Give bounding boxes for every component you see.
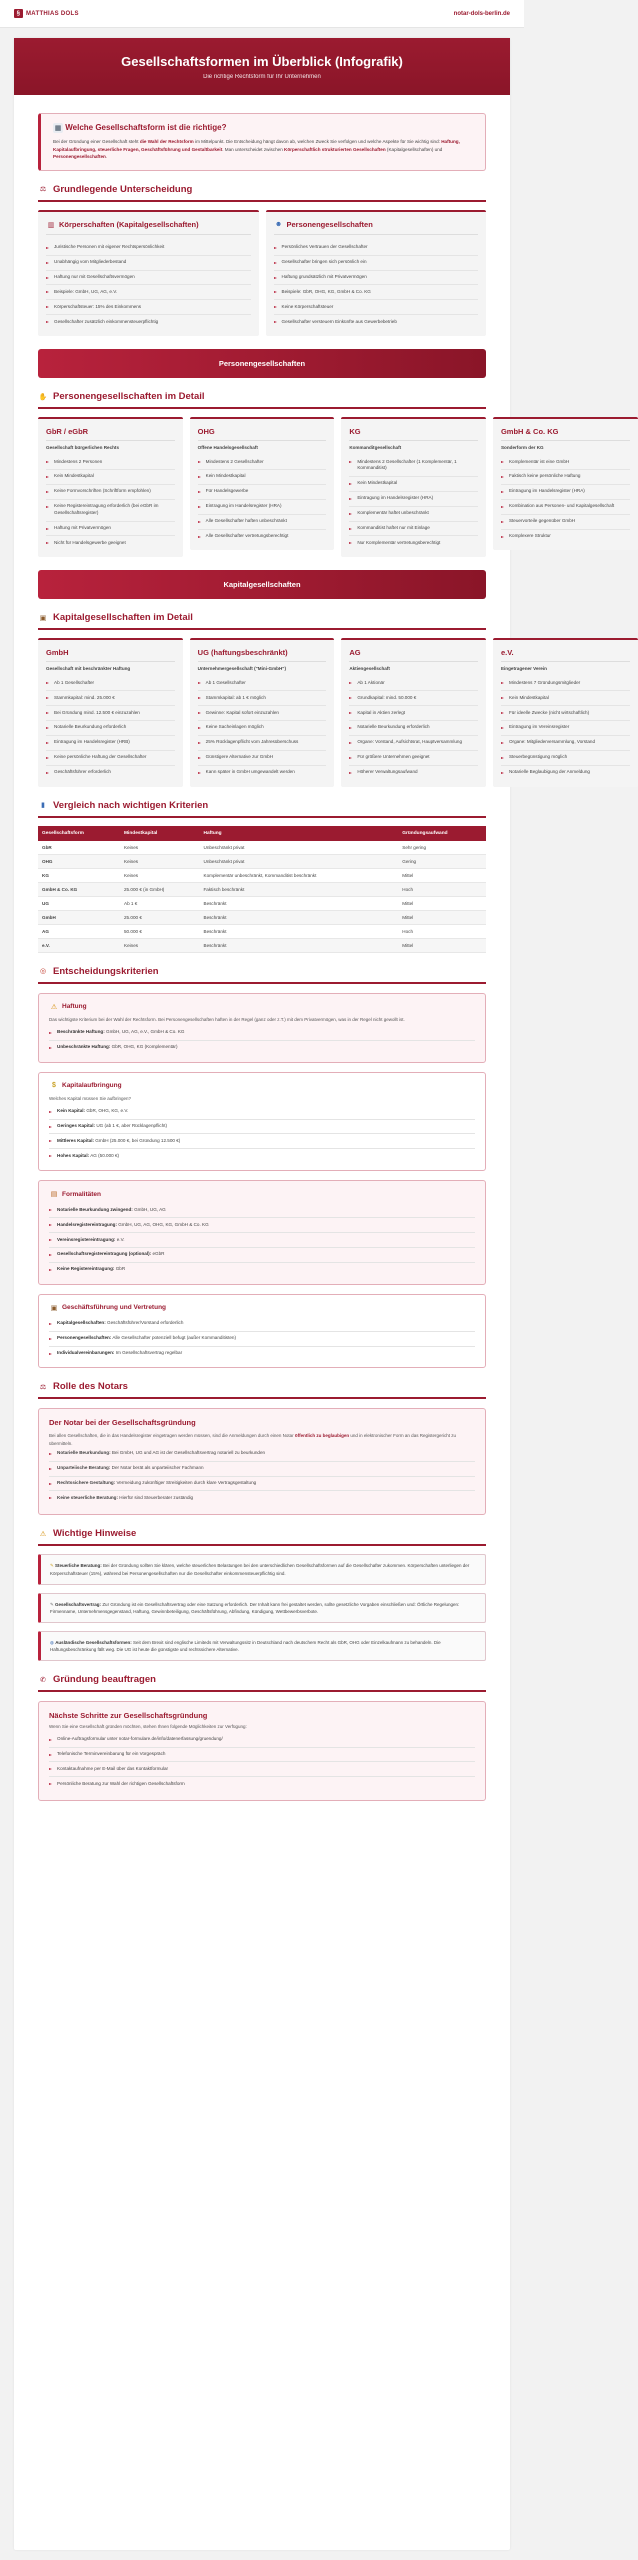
table-header-row xyxy=(38,826,486,841)
logo-text: MATTHIAS DOLS xyxy=(26,10,79,17)
criteria-blocks xyxy=(38,993,486,1369)
list-item: Mindestens 2 Gesellschafter xyxy=(198,455,327,470)
comparison-table xyxy=(38,826,486,953)
list-item xyxy=(49,1347,475,1361)
criteria-block xyxy=(38,1072,486,1172)
list-item xyxy=(49,1233,475,1248)
logo-icon: § xyxy=(14,9,23,18)
page-title: Gesellschaftsformen im Überblick (Infografik) xyxy=(121,54,403,69)
list-item xyxy=(49,1105,475,1120)
page-subtitle: Die richtige Rechtsform für Ihr Unternehmen xyxy=(203,74,321,80)
section-title-kapital: ▣ Kapitalgesellschaften im Detail xyxy=(38,612,486,630)
list-item: Organe: Vorstand, Aufsichtsrat, Hauptversammlung xyxy=(349,736,478,751)
table-cell: KG xyxy=(38,868,120,882)
list-item: Kein Mindestkapital xyxy=(46,470,175,485)
intro-box xyxy=(38,113,486,171)
list-item: Haftung grundsätzlich mit Privatvermögen xyxy=(274,271,479,286)
form-card xyxy=(341,417,486,557)
table-cell: Mittel xyxy=(398,868,486,882)
table-cell: Hoch xyxy=(398,924,486,938)
item-label: Mittleres Kapital: xyxy=(57,1137,95,1143)
criteria-intro: Welches Kapital müssen Sie aufbringen? xyxy=(49,1095,131,1101)
card-title: AG xyxy=(349,648,478,662)
card-title: UG (haftungsbeschränkt) xyxy=(198,648,327,662)
item-text: Vermeidung zukünftiger Streitigkeiten durch klare Vertragsgestaltung xyxy=(115,1480,257,1486)
card-koerperschaften: ▥ Körperschaften (Kapitalgesellschaften) Juristische Personen mit eigener Rechtspersönlichkeit Unabhängig vom Mitgliederbestand Haftung nur mit Gesellschaftsvermögen Beispiele: GmbH, UG, AG, e.V. Körperschaftsteuer: 15% des Einkommens Gesellschafter zusätzlich einkommensteuerpflichtig xyxy=(38,210,259,336)
list-item xyxy=(49,1447,475,1462)
basics-cards xyxy=(38,210,486,336)
list-item: Bei Gründung mind. 12.500 € einzuzahlen xyxy=(46,706,175,721)
card-list xyxy=(198,676,327,779)
briefcase-icon: ▣ xyxy=(50,1304,58,1312)
item-label: Kein Kapital: xyxy=(57,1108,86,1114)
table-row xyxy=(38,882,486,896)
list-item: Gewinne: Kapital sofort einzuzahlen xyxy=(198,706,327,721)
table-cell: Mittel xyxy=(398,896,486,910)
criteria-list xyxy=(49,1105,475,1164)
criteria-title xyxy=(49,1002,475,1012)
card-title: e.V. xyxy=(501,648,630,662)
notary-list xyxy=(49,1447,475,1506)
card-subtitle: Gesellschaft mit beschränkter Haftung xyxy=(46,666,131,672)
item-text: GmbH, UG, AG xyxy=(132,1206,166,1212)
item-label: Unparteiische Beratung: xyxy=(57,1465,111,1471)
hint-label: Gesellschaftsvertrag: xyxy=(55,1601,102,1607)
list-item: Keine Sacheinlagen möglich xyxy=(198,721,327,736)
warning-icon: ⚠ xyxy=(39,1530,47,1538)
list-item: Kein Mindestkapital xyxy=(349,477,478,492)
criteria-list xyxy=(49,1026,475,1055)
list-item: Körperschaftsteuer: 15% des Einkommens xyxy=(46,300,251,315)
table-row xyxy=(38,868,486,882)
table-cell: Mittel xyxy=(398,910,486,924)
top-bar xyxy=(0,0,524,28)
table-cell: Unbeschränkt privat xyxy=(200,841,399,855)
banner-kapitalgesellschaften: Kapitalgesellschaften xyxy=(38,570,486,599)
kapital-cards xyxy=(38,638,596,786)
table-cell: Beschränkt xyxy=(200,910,399,924)
list-item: Gesellschafter zusätzlich einkommensteuerpflichtig xyxy=(46,315,251,329)
criteria-block xyxy=(38,1180,486,1284)
column-header: Haftung xyxy=(200,826,399,841)
warning-icon: ⚠ xyxy=(50,1003,58,1011)
criteria-title-text: Geschäftsführung und Vertretung xyxy=(62,1304,167,1312)
list-item: Günstigere Alternative zur GmbH xyxy=(198,751,327,766)
list-item: Faktisch keine persönliche Haftung xyxy=(501,470,630,485)
hint-text: Bei der Gründung sollten Sie klären, welche steuerlichen Belastungen bei den unterschiedlichen Gesellschaftsformen auf die Gesellschafter zukommen. Körperschaften unterliegen der Körperschaftsteuer (15%), während bei Personengesellschaften nur die Gesellschafter einkommensteuerpflichtig sind. xyxy=(50,1563,470,1576)
list-item: Kombination aus Personen- und Kapitalgesellschaft xyxy=(501,500,630,515)
list-item: Kein Mindestkapital xyxy=(501,691,630,706)
section-title-compare: ▮ Vergleich nach wichtigen Kriterien xyxy=(38,800,486,818)
list-item: Alle Gesellschafter vertretungsberechtigt xyxy=(198,530,327,544)
card-title: GbR / eGbR xyxy=(46,427,175,441)
next-steps-title: Nächste Schritte zur Gesellschaftsgründung xyxy=(49,1711,208,1721)
item-text: GbR, OHG, KG (Komplementär) xyxy=(110,1044,178,1050)
list-item: Keine Formvorschriften (Schriftform empfohlen) xyxy=(46,485,175,500)
list-item xyxy=(49,1263,475,1277)
notary-title: Der Notar bei der Gesellschaftsgründung xyxy=(49,1418,196,1428)
card-personengesellschaften: ☻ Personengesellschaften Persönliches Vertrauen der Gesellschafter Gesellschafter bringen sich persönlich ein Haftung grundsätzlich mit Privatvermögen Beispiele: GbR, OHG, KG, GmbH & Co. KG Keine Körperschaftsteuer Gesellschafter versteuern Einkünfte aus Gewerbebetrieb xyxy=(266,210,487,336)
list-item: Keine Registereintragung erforderlich (bei eGbR im Gesellschaftsregister) xyxy=(46,500,175,522)
list-item: Eintragung im Vereinsregister xyxy=(501,721,630,736)
list-item: Für ideelle Zwecke (nicht wirtschaftlich) xyxy=(501,706,630,721)
item-text: GbR xyxy=(114,1266,126,1272)
list-item: Komplexere Struktur xyxy=(501,530,630,544)
section-title-criteria: ◎ Entscheidungskriterien xyxy=(38,966,486,984)
table-cell: OHG xyxy=(38,854,120,868)
logo[interactable] xyxy=(14,9,79,18)
list-item: Mindestens 7 Gründungsmitglieder xyxy=(501,676,630,691)
next-steps-intro: Wenn Sie eine Gesellschaft gründen möchten, stehen Ihnen folgende Möglichkeiten zur Verfügung: xyxy=(49,1724,247,1730)
item-label: Keine Registereintragung: xyxy=(57,1266,115,1272)
notary-box xyxy=(38,1408,486,1515)
card-list xyxy=(501,455,630,543)
notary-intro: Bei allen Gesellschaften, die in das Handelsregister eingetragen werden müssen, sind die Anmeldungen durch einen Notar öffentlich zu beglaubigen und in elektronischer Form an das Registergericht zu übermitteln. xyxy=(49,1433,456,1446)
list-item: Nicht für Handelsgewerbe geeignet xyxy=(46,536,175,550)
criteria-list xyxy=(49,1317,475,1361)
koerperschaften-list xyxy=(46,241,251,329)
list-item: Eintragung im Handelsregister (HRB) xyxy=(46,736,175,751)
item-text: GmbH (25.000 €, bei Gründung 12.500 €) xyxy=(94,1137,181,1143)
item-text: AG (50.000 €) xyxy=(89,1152,120,1158)
form-card xyxy=(493,638,638,786)
list-item: Eintragung im Handelsregister (HRA) xyxy=(501,485,630,500)
item-text: eGbR xyxy=(151,1251,165,1257)
scales-icon: ⚖ xyxy=(39,1383,47,1391)
item-text: Der Notar berät als unparteiischer Fachmann xyxy=(110,1465,204,1471)
list-item: Beispiele: GmbH, UG, AG, e.V. xyxy=(46,285,251,300)
table-row xyxy=(38,938,486,952)
hero xyxy=(14,38,510,95)
building-icon: ▦ xyxy=(54,125,62,132)
card-list xyxy=(349,455,478,550)
item-label: Beschränkte Haftung: xyxy=(57,1029,105,1035)
item-text: Hierfür sind Steuerberater zuständig xyxy=(118,1494,194,1500)
list-item: Kommanditist haftet nur mit Einlage xyxy=(349,522,478,537)
criteria-title-text: Kapitalaufbringung xyxy=(62,1082,122,1090)
card-subtitle: Eingetragener Verein xyxy=(500,666,547,672)
criteria-intro: Das wichtigste Kriterium bei der Wahl der Rechtsform. Bei Personengesellschaften haften in der Regel (ganz oder z.T.) mit dem Privatvermögen, was in der Regel nicht gewollt ist. xyxy=(49,1016,405,1022)
list-item: Grundkapital: mind. 50.000 € xyxy=(349,691,478,706)
card-title: GmbH xyxy=(46,648,175,662)
table-cell: Keines xyxy=(120,938,200,952)
card-list xyxy=(46,676,175,779)
item-label: Gesellschaftsregistereintragung (optional): xyxy=(57,1251,152,1257)
table-cell: Hoch xyxy=(398,882,486,896)
table-cell: Faktisch beschränkt xyxy=(200,882,399,896)
list-item: Haftung nur mit Gesellschaftsvermögen xyxy=(46,271,251,286)
card-subtitle: Kommanditgesellschaft xyxy=(349,445,402,451)
list-item: Telefonische Terminvereinbarung für ein Vorgespräch xyxy=(49,1748,475,1763)
list-item: Eintragung im Handelsregister (HRA) xyxy=(349,492,478,507)
list-item xyxy=(49,1317,475,1332)
globe-icon: ◍ xyxy=(50,1640,56,1646)
form-card xyxy=(341,638,486,786)
list-item: Persönliche Beratung zur Wahl der richtigen Gesellschaftsform xyxy=(49,1777,475,1791)
hint-note xyxy=(38,1554,486,1584)
list-item: Organe: Mitgliederversammlung, Vorstand xyxy=(501,736,630,751)
list-item xyxy=(49,1462,475,1477)
item-label: Geringes Kapital: xyxy=(57,1123,96,1129)
list-item: Beispiele: GbR, OHG, KG, GmbH & Co. KG xyxy=(274,285,479,300)
list-item: Alle Gesellschafter haften unbeschränkt xyxy=(198,515,327,530)
hint-text: Seit dem Brexit sind englische Limiteds mit Verwaltungssitz in Deutschland nach deutschem Recht als GbR, OHG oder Einzelkaufmann zu behandeln. Die Haftungsbeschränkung fällt weg. Die UG ist heute die günstigste und rechtssichere Alternative. xyxy=(50,1640,441,1653)
section-title-notar: ⚖ Rolle des Notars xyxy=(38,1381,486,1399)
money-bag-icon: $ xyxy=(52,1082,56,1090)
hint-note xyxy=(38,1593,486,1623)
table-cell: GbR xyxy=(38,841,120,855)
table-cell: 25.000 € (in GmbH) xyxy=(120,882,200,896)
item-label: Individualvereinbarungen: xyxy=(57,1350,115,1355)
phone-icon: ✆ xyxy=(40,1676,46,1684)
card-list xyxy=(46,455,175,550)
table-row xyxy=(38,896,486,910)
clipboard-icon: ▤ xyxy=(50,1191,58,1199)
hint-text: Zur Gründung ist ein Gesellschaftsvertrag oder eine Satzung erforderlich. Der Inhalt kann frei gestaltet werden, sollte gesetzliche Vorgaben einschließen und: Örtliche Regelungen: Firmenname, Unternehmensgegenstand, Haftung, Gewinnbeteiligung, Geschäftsführung, Abfindung, Kündigung, Wettbewerbsverbote. xyxy=(50,1601,460,1614)
list-item: Stammkapital: ab 1 € möglich xyxy=(198,691,327,706)
form-card xyxy=(190,638,335,786)
table-cell: GmbH & Co. KG xyxy=(38,882,120,896)
item-label: Keine steuerliche Beratung: xyxy=(57,1494,119,1500)
form-card xyxy=(493,417,638,550)
table-cell: AG xyxy=(38,924,120,938)
people-icon: ☻ xyxy=(274,221,283,229)
item-label: Handelsregistereintragung: xyxy=(57,1221,117,1227)
list-item: Notarielle Beurkundung erforderlich xyxy=(349,721,478,736)
form-card xyxy=(38,417,183,557)
briefcase-icon: ▣ xyxy=(39,614,47,622)
list-item: Komplementär haftet unbeschränkt xyxy=(349,507,478,522)
target-icon: ◎ xyxy=(39,968,47,976)
list-item: Nur Komplementär vertretungsberechtigt xyxy=(349,536,478,550)
section-title-hinweise: ⚠ Wichtige Hinweise xyxy=(38,1528,486,1546)
list-item: Mindestens 2 Personen xyxy=(46,455,175,470)
list-item xyxy=(49,1477,475,1492)
table-cell: Ab 1 € xyxy=(120,896,200,910)
website-link[interactable]: notar-dols-berlin.de xyxy=(453,10,510,17)
column-header: Mindestkapital xyxy=(120,826,200,841)
handshake-icon: ✋ xyxy=(38,393,48,401)
list-item: Ab 1 Gesellschafter xyxy=(46,676,175,691)
hint-note xyxy=(38,1631,486,1661)
list-item xyxy=(49,1332,475,1347)
table-cell: Beschränkt xyxy=(200,938,399,952)
list-item: Stammkapital: mind. 25.000 € xyxy=(46,691,175,706)
list-item: Online-Auftragsformular unter notar-formulare.de/info/datenerfassung/gruendung/ xyxy=(49,1733,475,1748)
hinweise-list xyxy=(38,1554,486,1661)
list-item xyxy=(49,1120,475,1135)
item-text: GmbH, UG, AG, OHG, KG, GmbH & Co. KG xyxy=(117,1221,209,1227)
hint-label: Ausländische Gesellschaftsformen: xyxy=(55,1640,132,1646)
pen-icon: ✎ xyxy=(50,1601,56,1607)
column-header: Gesellschaftsform xyxy=(38,826,120,841)
form-card xyxy=(190,417,335,550)
table-row xyxy=(38,841,486,855)
item-label: Rechtssichere Gestaltung: xyxy=(57,1480,116,1486)
item-text: GmbH, UG, AG, e.V., GmbH & Co. KG xyxy=(104,1029,185,1035)
table-cell: Beschränkt xyxy=(200,924,399,938)
table-cell: Gering xyxy=(398,854,486,868)
item-label: Hohes Kapital: xyxy=(57,1152,90,1158)
card-subtitle: Sonderform der KG xyxy=(500,445,544,451)
criteria-list xyxy=(49,1203,475,1276)
card-list xyxy=(198,455,327,543)
table-row xyxy=(38,854,486,868)
list-item xyxy=(49,1248,475,1263)
list-item: Für größere Unternehmen geeignet xyxy=(349,751,478,766)
list-item: Kapital in Aktien zerlegt xyxy=(349,706,478,721)
item-label: Vereinsregistereintragung: xyxy=(57,1236,116,1242)
table-cell: Mittel xyxy=(398,938,486,952)
list-item xyxy=(49,1491,475,1505)
list-item xyxy=(49,1203,475,1218)
item-text: e.V. xyxy=(115,1236,125,1242)
item-label: Kapitalgesellschaften: xyxy=(57,1320,106,1326)
card-subtitle: Aktiengesellschaft xyxy=(349,666,390,672)
item-text: UG (ab 1 €, aber Rücklagenpflicht) xyxy=(95,1123,168,1129)
criteria-title-text: Formalitäten xyxy=(62,1190,102,1198)
item-text: GbR, OHG, KG, e.V. xyxy=(85,1108,129,1114)
list-item: Keine Körperschaftsteuer xyxy=(274,300,479,315)
form-card xyxy=(38,638,183,786)
section-title-personen: ✋ Personengesellschaften im Detail xyxy=(38,391,486,409)
list-item: Höherer Verwaltungsaufwand xyxy=(349,766,478,780)
table-cell: Keines xyxy=(120,854,200,868)
list-item: Ab 1 Gesellschafter xyxy=(198,676,327,691)
list-item xyxy=(49,1218,475,1233)
criteria-title xyxy=(49,1081,475,1091)
section-title-basics: ⚖ Grundlegende Unterscheidung xyxy=(38,184,486,202)
list-item: Gesellschafter bringen sich persönlich ein xyxy=(274,256,479,271)
list-item: Notarielle Beglaubigung der Anmeldung xyxy=(501,766,630,780)
item-label: Unbeschränkte Haftung: xyxy=(57,1044,111,1050)
table-row xyxy=(38,910,486,924)
list-item: 25% Rücklagenpflicht vom Jahresüberschuss xyxy=(198,736,327,751)
item-text: Bei GmbH, UG und AG ist der Gesellschaftsvertrag notariell zu beurkunden xyxy=(110,1450,266,1456)
personengesellschaften-list xyxy=(274,241,479,329)
card-title: KG xyxy=(349,427,478,441)
personen-cards xyxy=(38,417,615,557)
column-header: Gründungsaufwand xyxy=(398,826,486,841)
list-item: Notarielle Beurkundung erforderlich xyxy=(46,721,175,736)
list-item: Komplementär ist eine GmbH xyxy=(501,455,630,470)
list-item: Mindestens 2 Gesellschafter (1 Komplementär, 1 Kommanditist) xyxy=(349,455,478,477)
hint-label: Steuerliche Beratung: xyxy=(55,1563,102,1569)
table-body xyxy=(38,841,486,953)
next-steps-box xyxy=(38,1701,486,1801)
list-item: Persönliches Vertrauen der Gesellschafter xyxy=(274,241,479,256)
list-item: Kontaktaufnahme per E-Mail über das Kontaktformular xyxy=(49,1762,475,1777)
list-item xyxy=(49,1041,475,1055)
list-item: Unabhängig vom Mitgliederbestand xyxy=(46,256,251,271)
scales-icon: ⚖ xyxy=(39,186,47,194)
section-title-gruendung: ✆ Gründung beauftragen xyxy=(38,1674,486,1692)
criteria-block xyxy=(38,993,486,1063)
card-subtitle: Unternehmergesellschaft ("Mini-GmbH") xyxy=(197,666,286,672)
table-cell: e.V. xyxy=(38,938,120,952)
intro-title: ▦ Welche Gesellschaftsform ist die richtige? xyxy=(54,123,227,132)
item-label: Notarielle Beurkundung: xyxy=(57,1450,111,1456)
item-text: Alle Gesellschafter potenziell befugt (außer Kommanditisten) xyxy=(111,1335,236,1341)
table-cell: Komplementär unbeschränkt, Kommanditist beschränkt xyxy=(200,868,399,882)
table-cell: 50.000 € xyxy=(120,924,200,938)
table-cell: Sehr gering xyxy=(398,841,486,855)
list-item: Für Handelsgewerbe xyxy=(198,485,327,500)
item-text: Im Gesellschaftsvertrag regelbar xyxy=(114,1350,183,1355)
table-cell: Unbeschränkt privat xyxy=(200,854,399,868)
table-cell: GmbH xyxy=(38,910,120,924)
card-title: GmbH & Co. KG xyxy=(501,427,630,441)
list-item: Kann später in GmbH umgewandelt werden xyxy=(198,766,327,780)
list-item: Keine persönliche Haftung der Gesellschafter xyxy=(46,751,175,766)
table-cell: Keines xyxy=(120,841,200,855)
item-text: Geschäftsführer/Vorstand erforderlich xyxy=(105,1320,184,1326)
bank-icon: ▥ xyxy=(47,221,55,229)
banner-personengesellschaften: Personengesellschaften xyxy=(38,349,486,378)
infographic xyxy=(14,38,615,2550)
table-row xyxy=(38,924,486,938)
list-item: Juristische Personen mit eigener Rechtspersönlichkeit xyxy=(46,241,251,256)
list-item: Steuerbegünstigung möglich xyxy=(501,751,630,766)
list-item: Haftung mit Privatvermögen xyxy=(46,522,175,537)
table-cell: 25.000 € xyxy=(120,910,200,924)
lightbulb-icon: ✎ xyxy=(50,1563,56,1569)
table-cell: Beschränkt xyxy=(200,896,399,910)
list-item: Kein Mindestkapital xyxy=(198,470,327,485)
card-list xyxy=(349,676,478,779)
table-cell: UG xyxy=(38,896,120,910)
criteria-title xyxy=(49,1303,475,1313)
list-item: Geschäftsführer erforderlich xyxy=(46,766,175,780)
list-item: Steuervorteile gegenüber GmbH xyxy=(501,515,630,530)
list-item: Ab 1 Aktionär xyxy=(349,676,478,691)
criteria-title xyxy=(49,1189,475,1199)
card-title: OHG xyxy=(198,427,327,441)
card-subtitle: Offene Handelsgesellschaft xyxy=(197,445,258,451)
list-item xyxy=(49,1134,475,1149)
card-list xyxy=(501,676,630,779)
list-item: Eintragung im Handelsregister (HRA) xyxy=(198,500,327,515)
intro-text: Bei der Gründung einer Gesellschaft steht die Wahl der Rechtsform im Mittelpunkt. Die Entscheidung hängt davon ab, welchen Zweck Sie verfolgen und welche Aspekte für Sie wichtig sind: Haftung, Kapitalaufbringung, steuerliche Fragen, Geschäftsführung und Gestaltbarkeit. Man unterscheidet zwischen Körperschaftlich strukturierten Gesellschaften (Kapitalgesellschaften) und Personengesellschaften. xyxy=(53,139,460,160)
item-label: Personengesellschaften: xyxy=(57,1335,112,1341)
table-cell: Keines xyxy=(120,868,200,882)
criteria-block xyxy=(38,1294,486,1369)
next-steps-list xyxy=(49,1733,475,1792)
criteria-title-text: Haftung xyxy=(62,1003,87,1011)
card-subtitle: Gesellschaft bürgerlichen Rechts xyxy=(46,445,120,451)
bar-chart-icon: ▮ xyxy=(41,802,45,810)
list-item: Gesellschafter versteuern Einkünfte aus Gewerbebetrieb xyxy=(274,315,479,329)
list-item xyxy=(49,1026,475,1041)
list-item xyxy=(49,1149,475,1163)
item-label: Notarielle Beurkundung zwingend: xyxy=(57,1206,133,1212)
